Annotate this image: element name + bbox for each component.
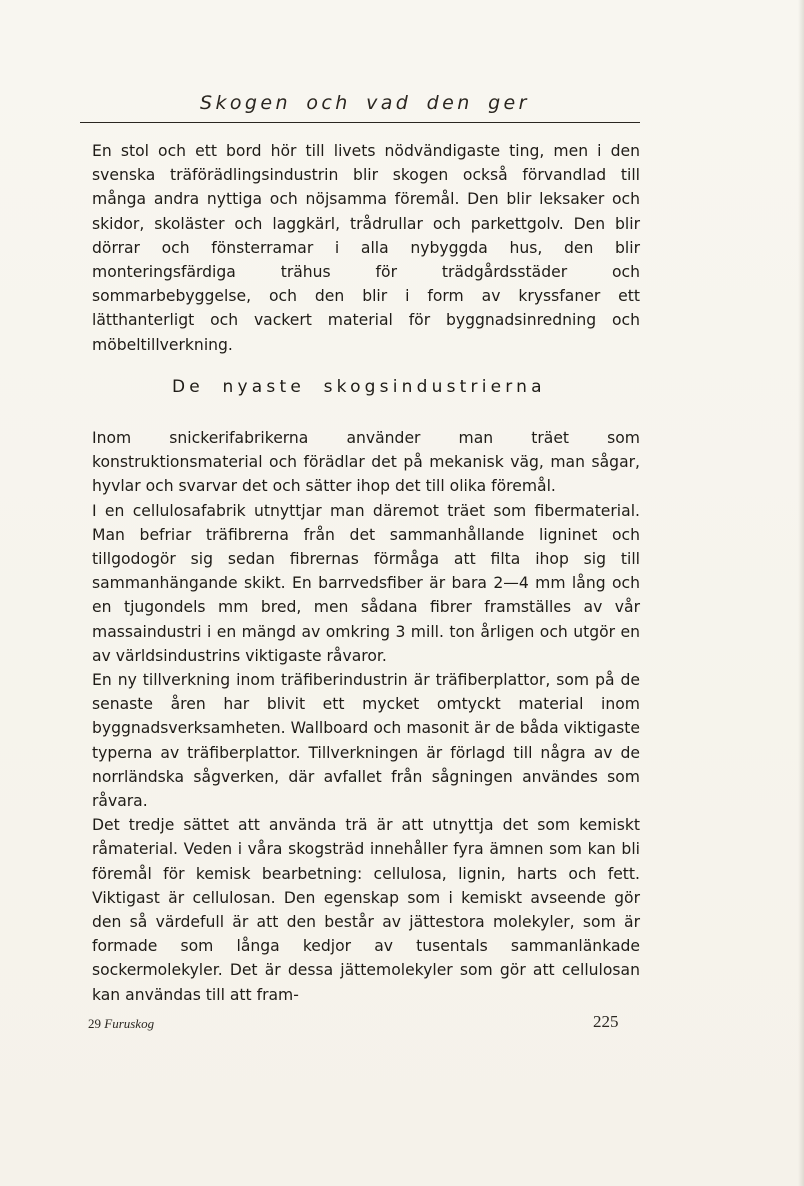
header-rule (80, 122, 640, 123)
section-heading: De nyaste skogsindustrierna (172, 377, 546, 397)
paragraph: En stol och ett bord hör till livets nödvändigaste ting, men i den svenska träförädlingsindustrin blir skogen också förvandlad till många andra nyttiga och nöjsamma föremål. Den blir leksaker och skidor, skoläster och laggkärl, trådrullar och parkettgolv. Den blir dörrar och fönsterramar i alla nybyggda hus, den blir monteringsfärdiga trähus för trädgårdsstäder och sommarbebyggelse, och den blir i form av kryssfaner ett lätthanterligt och vackert material för byggnadsinredning och möbeltillverkning. (92, 142, 640, 354)
intro-text-block (92, 139, 640, 357)
section-text-block (92, 426, 640, 1007)
paragraph: I en cellulosafabrik utnyttjar man däremot träet som fibermaterial. Man befriar träfibrerna från det sammanhållande ligninet och tillgodogör sig sedan fibrernas förmåga att filta ihop sig till sammanhängande skikt. En barrvedsfiber är bara 2—4 mm lång och en tjugondels mm bred, men sådana fibrer framställes av vår massaindustri i en mängd av omkring 3 mill. ton årligen och utgör en av världsindustrins viktigaste råvaror. (92, 501, 640, 665)
signature-number: 29 (88, 1016, 101, 1031)
signature-title: Furuskog (104, 1016, 155, 1031)
running-head: Skogen och vad den ger (200, 92, 530, 114)
page-edge (798, 0, 804, 1186)
paragraph: Inom snickerifabrikerna använder man träet som konstruktionsmaterial och förädlar det på mekanisk väg, man sågar, hyvlar och svarvar det och sätter ihop det till olika föremål. (92, 429, 640, 496)
signature-mark (88, 1016, 154, 1032)
page-number: 225 (593, 1012, 619, 1031)
paragraph: En ny tillverkning inom träfiberindustrin är träfiberplattor, som på de senaste åren har blivit ett mycket omtyckt material inom byggnadsverksamheten. Wallboard och masonit är de båda viktigaste typerna av träfiberplattor. Tillverkningen är förlagd till några av de norrländska sågverken, där avfallet från sågningen användes som råvara. (92, 671, 640, 811)
paragraph: Det tredje sättet att använda trä är att utnyttja det som kemiskt råmaterial. Veden i våra skogsträd innehåller fyra ämnen som kan bli föremål för kemisk bearbetning: cellulosa, lignin, harts och fett. Viktigast är cellulosan. Den egenskap som i kemiskt avseende gör den så värdefull är att den består av jättestora molekyler, som är formade som långa kedjor av tusentals sammanlänkade sockermolekyler. Det är dessa jättemolekyler som gör att cellulosan kan användas till att fram- (92, 816, 640, 1004)
